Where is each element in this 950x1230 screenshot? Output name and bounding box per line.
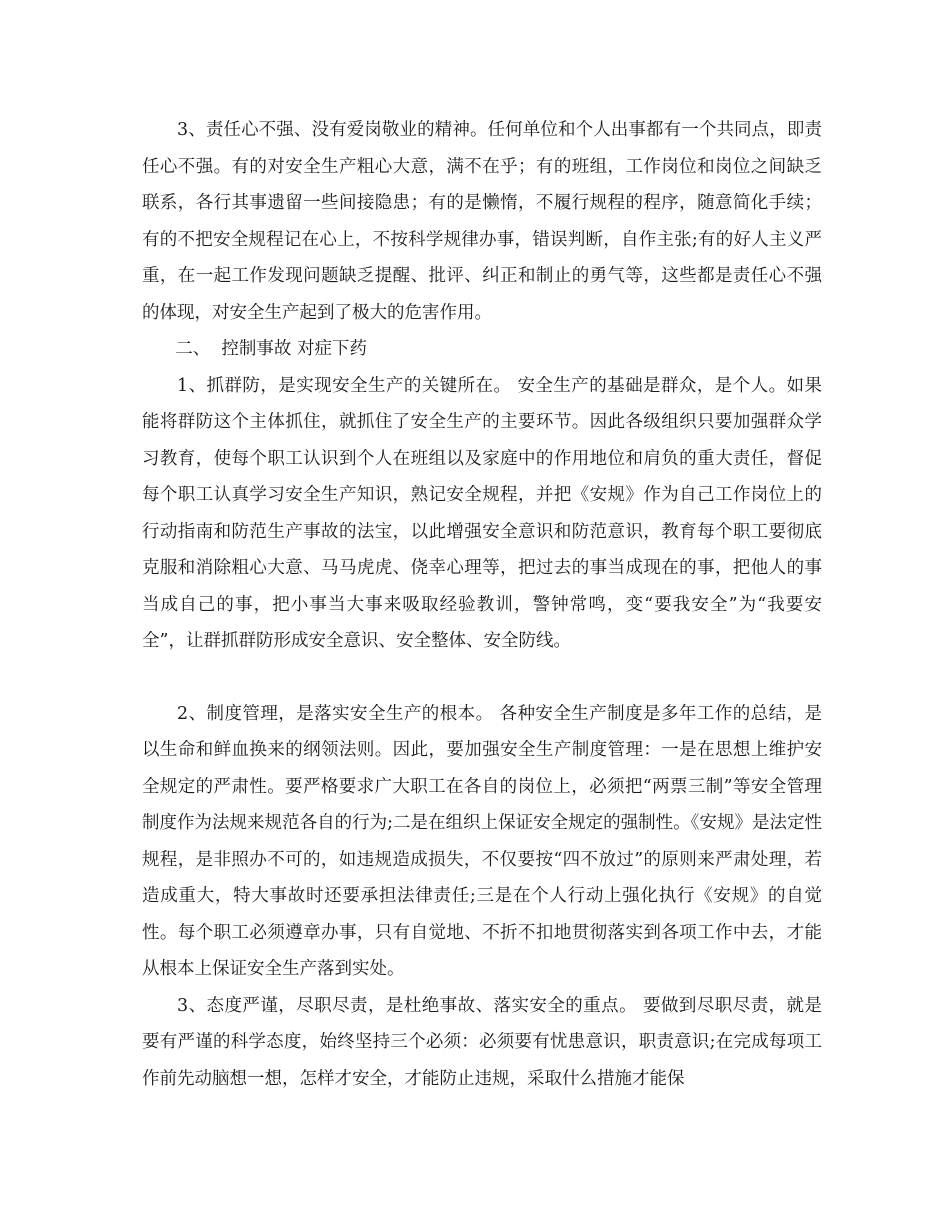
section-heading-control-accidents: 二、 控制事故 对症下药 — [175, 339, 367, 359]
document-body — [142, 112, 822, 1097]
paragraph-gap — [142, 660, 822, 696]
paragraph-responsibility: 3、责任心不强、没有爱岗敬业的精神。任何单位和个人出事都有一个共同点，即责任心不强。有的对安全生产粗心大意，满不在乎；有的班组，工作岗位和岗位之间缺乏联系，各行其事遗留一些间接隐患；有的是懒惰，不履行规程的程序，随意简化手续；有的不把安全规程记在心上，不按科学规律办事，错误判断，自作主张;有的好人主义严重，在一起工作发现问题缺乏提醒、批评、纠正和制止的勇气等，这些都是责任心不强的体现，对安全生产起到了极大的危害作用。 — [142, 120, 822, 323]
paragraph-mass-prevention: 1、抓群防，是实现安全生产的关键所在。 安全生产的基础是群众，是个人。如果能将群防这个主体抓住，就抓住了安全生产的主要环节。因此各级组织只要加强群众学习教育，使每个职工认识到个人在班组以及家庭中的作用地位和肩负的重大责任，督促每个职工认真学习安全生产知识，熟记安全规程，并把《安规》作为自己工作岗位上的行动指南和防范生产事故的法宝，以此增强安全意识和防范意识，教育每个职工要彻底克服和消除粗心大意、马马虎虎、侥幸心理等，把过去的事当成现在的事，把他人的事当成自己的事，把小事当大事来吸取经验教训，警钟常鸣，变“要我安全”为“我要安全”，让群抓群防形成安全意识、安全整体、安全防线。 — [142, 375, 822, 651]
paragraph-system-management: 2、制度管理，是落实安全生产的根本。 各种安全生产制度是多年工作的总结，是以生命和鲜血换来的纲领法则。因此，要加强安全生产制度管理：一是在思想上维护安全规定的严肃性。要严格要求广大职工在各自的岗位上，必须把“两票三制”等安全管理制度作为法规来规范各自的行为;二是在组织上保证安全规定的强制性。《安规》是法定性规程，是非照办不可的，如违规造成损失，不仅要按“四不放过”的原则来严肃处理，若造成重大，特大事故时还要承担法律责任;三是在个人行动上强化执行《安规》的自觉性。每个职工必须遵章办事，只有自觉地、不折不扣地贯彻落实到各项工作中去，才能从根本上保证安全生产落到实处。 — [142, 703, 822, 979]
paragraph-rigorous-attitude: 3、态度严谨，尽职尽责，是杜绝事故、落实安全的重点。 要做到尽职尽责，就是要有严谨的科学态度，始终坚持三个必须：必须要有忧患意识，职责意识;在完成每项工作前先动脑想一想，怎样才安全，才能防止违规，采取什么措施才能保 — [142, 995, 822, 1089]
